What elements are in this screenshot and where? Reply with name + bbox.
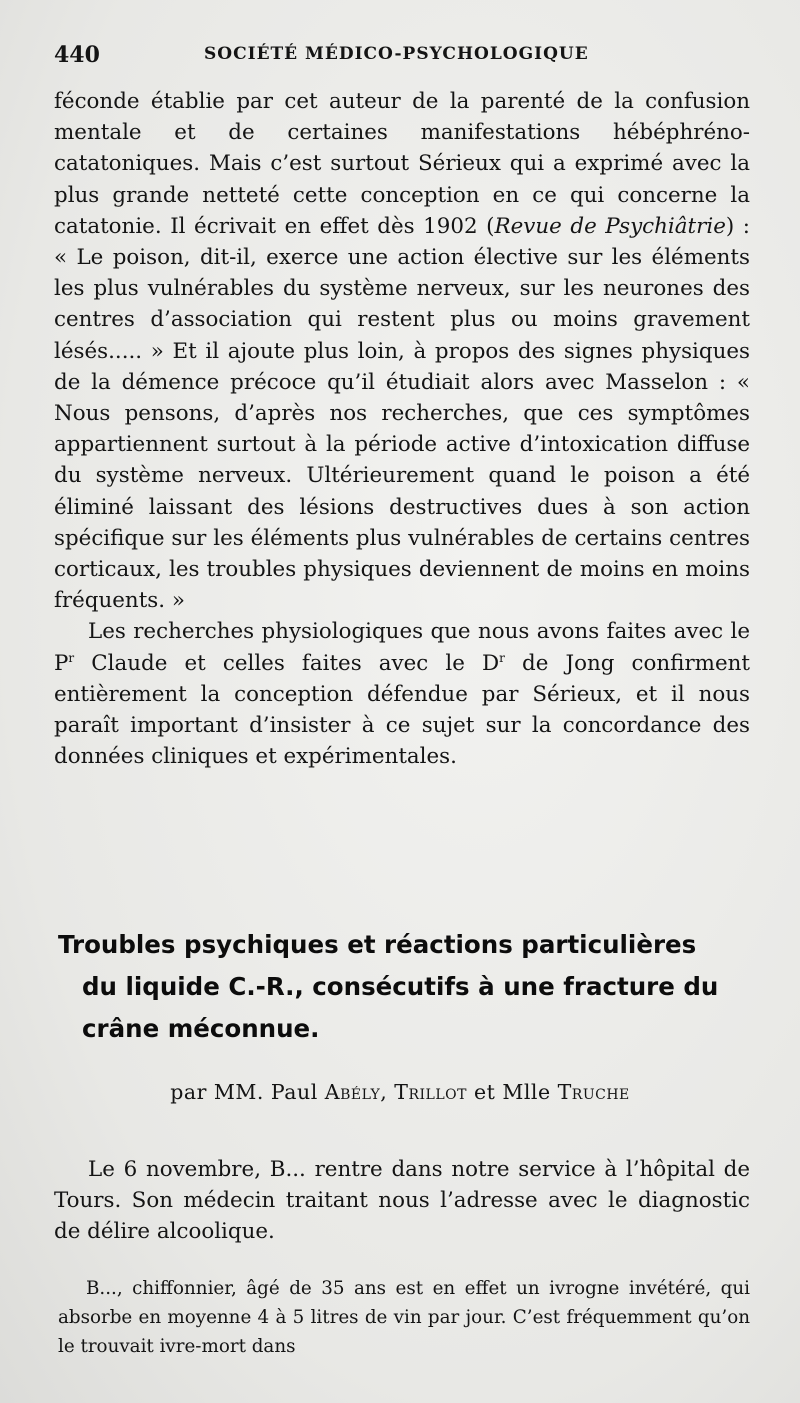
superscript: r xyxy=(68,650,75,665)
article-title-line: Troubles psychiques et réactions particulières xyxy=(58,930,697,959)
paragraph-text: de Jong confirment entièrement la conception défendue par Sérieux, et il nous paraît important d’insister à ce sujet sur la concordance des données cliniques et expérimentales. xyxy=(54,650,750,770)
paragraph-research xyxy=(54,616,750,772)
superscript: r xyxy=(499,650,505,665)
page-header xyxy=(54,40,760,74)
author-name: Trillot xyxy=(394,1080,467,1104)
paragraph-text: féconde établie par cet auteur de la parenté de la confusion mentale et de certaines manifestations hébéphréno-catatoniques. Mais c’est surtout Sérieux qui a exprimé avec la plus grande netteté cette conception en ce qui concerne la catatonie. Il écrivait en effet dès 1902 ( xyxy=(54,89,750,239)
article-title xyxy=(58,924,758,1050)
article-title-line: du liquide C.-R., consécutifs à une fracture du xyxy=(82,972,719,1001)
byline-separator: , xyxy=(380,1080,395,1104)
running-head: SOCIÉTÉ MÉDICO-PSYCHOLOGIQUE xyxy=(204,44,589,64)
article-title-line: crâne méconnue. xyxy=(82,1014,320,1043)
body-text-article xyxy=(54,1154,750,1248)
journal-title: Revue de Psychiâtrie xyxy=(494,213,726,239)
author-name: Abély xyxy=(324,1080,381,1104)
byline-prefix: par MM. Paul xyxy=(170,1080,325,1104)
case-note xyxy=(58,1274,750,1361)
page-number: 440 xyxy=(54,42,100,68)
article-byline xyxy=(0,1080,800,1104)
author-name: Truche xyxy=(557,1080,630,1104)
paragraph-text: ) : « Le poison, dit-il, exerce une action élective sur les éléments les plus vulnérables du système nerveux, sur les neurones des centres d’association qui restent plus ou moins gravement lésés..... » Et il ajoute plus loin, à propos des signes physiques de la démence précoce qu’il étudiait alors avec Masselon : « Nous pensons, d’après nos recherches, que ces symptômes appartiennent surtout à la période active d’intoxication diffuse du système nerveux. Ultérieurement quand le poison a été éliminé laissant des lésions destructives dues à son action spécifique sur les éléments plus vulnérables de certains centres corticaux, les troubles physiques deviennent de moins en moins fréquents. » xyxy=(54,213,750,614)
paragraph-case-history: B..., chiffonnier, âgé de 35 ans est en effet un ivrogne invétéré, qui absorbe en moyenne 4 à 5 litres de vin par jour. C’est fréquemment qu’on le trouvait ivre-mort dans xyxy=(58,1278,750,1357)
paragraph-serieux-quote xyxy=(54,86,750,616)
byline-separator: et Mlle xyxy=(466,1080,558,1104)
paragraph-text: Claude et celles faites avec le D xyxy=(74,650,500,676)
paragraph-text: Les recherches physiologiques que nous avons faites avec le P xyxy=(54,619,750,676)
paragraph-admission: Le 6 novembre, B... rentre dans notre service à l’hôpital de Tours. Son médecin traitant nous l’adresse avec le diagnostic de délire alcoolique. xyxy=(54,1157,750,1245)
body-text-top xyxy=(54,86,750,772)
